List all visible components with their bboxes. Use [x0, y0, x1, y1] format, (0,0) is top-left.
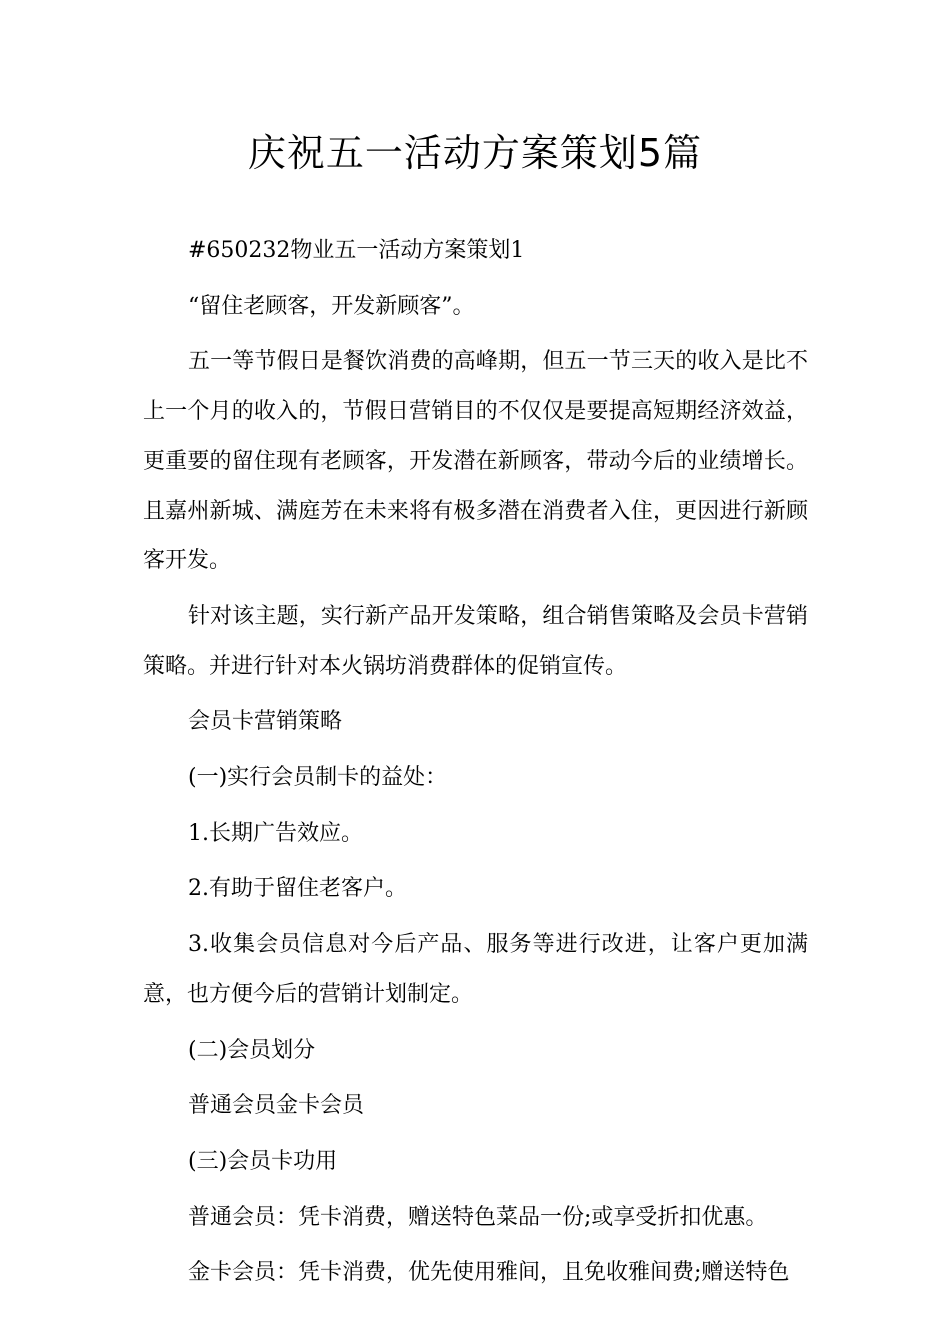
paragraph-10: (二)会员划分: [188, 1037, 316, 1063]
paragraph-8: 2.有助于留住老客户。: [188, 876, 407, 902]
paragraph-12: (三)会员卡功用: [188, 1148, 338, 1174]
paragraph-2: “留住老顾客，开发新顾客”。: [188, 293, 475, 319]
paragraph-13: 普通会员：凭卡消费，赠送特色菜品一份;或享受折扣优惠。: [188, 1204, 768, 1230]
paragraph-9: 3.收集会员信息对今后产品、服务等进行改进，让客户更加满意，也方便今后的营销计划制定。: [143, 932, 808, 1007]
paragraph-11: 普通会员金卡会员: [188, 1093, 365, 1119]
paragraph-3: 五一等节假日是餐饮消费的高峰期，但五一节三天的收入是比不上一个月的收入的，节假日营销目的不仅仅是要提高短期经济效益，更重要的留住现有老顾客，开发潜在新顾客，带动今后的业绩增长。且嘉州新城、满庭芳在未来将有极多潜在消费者入住，更因进行新顾客开发。: [143, 349, 808, 574]
paragraph-14: 金卡会员：凭卡消费，优先使用雅间，且免收雅间费;赠送特色: [188, 1260, 790, 1286]
document-title: 庆祝五一活动方案策划5篇: [247, 131, 703, 175]
paragraph-5: 会员卡营销策略: [188, 709, 343, 735]
paragraph-1: #650232物业五一活动方案策划1: [188, 238, 525, 263]
document-body: [143, 226, 808, 1304]
paragraph-6: (一)实行会员制卡的益处：: [188, 765, 448, 791]
paragraph-7: 1.长期广告效应。: [188, 820, 363, 846]
paragraph-4: 针对该主题，实行新产品开发策略，组合销售策略及会员卡营销策略。并进行针对本火锅坊消费群体的促销宣传。: [143, 603, 808, 679]
